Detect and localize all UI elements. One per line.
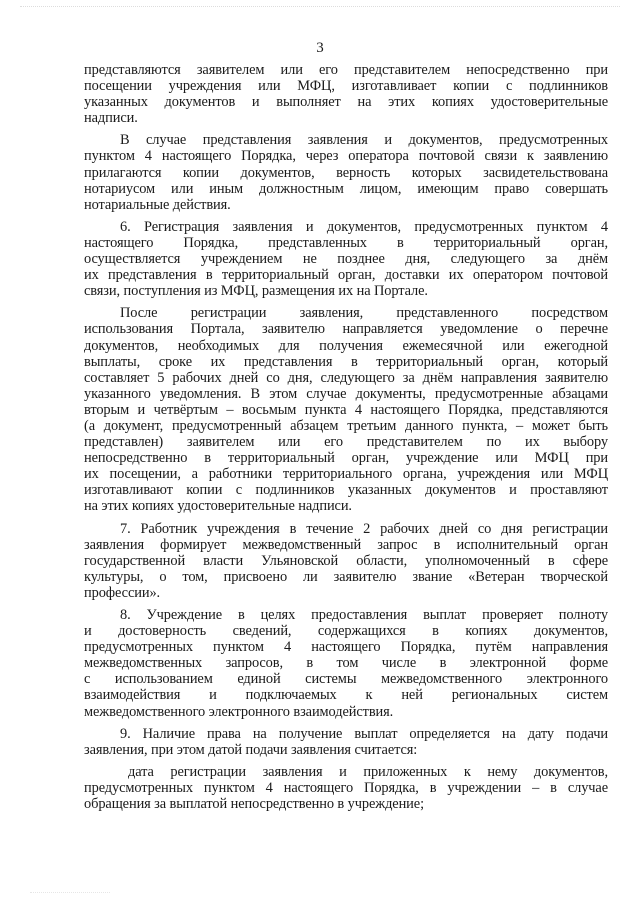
scan-artifact — [20, 6, 620, 11]
text-line: профессии». — [84, 584, 161, 601]
document-body — [84, 62, 608, 812]
text-line: предусмотренных пунктом 4 настоящего Порядка, путём направления — [84, 639, 608, 656]
scan-artifact — [30, 892, 110, 893]
text-line: их посещении, а работники территориального органа, учреждения или МФЦ — [84, 466, 608, 483]
text-line: непосредственно в территориальный орган, учреждение или МФЦ при — [84, 450, 608, 467]
text-line: прилагаются копии документов, верность которых засвидетельствована — [84, 164, 608, 181]
text-line: связи, поступления из МФЦ, размещения их на Портале. — [84, 283, 428, 300]
page-number: 3 — [316, 40, 324, 56]
text-line: посещении учреждения или МФЦ, изготавливает копии с подлинников — [84, 78, 608, 95]
text-line: межведомственных запросов, в том числе в электронной форме — [84, 655, 608, 672]
paragraph-first-line: После регистрации заявления, представленного посредством — [120, 305, 608, 322]
text-line: изготавливают копии с подлинников указанных документов и проставляют — [84, 482, 608, 499]
text-line: нотариусом или иным должностным лицом, имеющим право совершать — [84, 180, 608, 197]
text-line: (а документ, предусмотренный абзацем третьим данного пункта, – может быть — [84, 417, 608, 434]
text-line: использования Портала, заявителю направляется уведомление о перечне — [84, 321, 608, 338]
paragraph-first-line: В случае представления заявления и документов, предусмотренных — [120, 132, 608, 149]
text-line: культуры, о том, присвоено ли заявителю звание «Ветеран творческой — [84, 568, 608, 585]
text-line: указанного уведомления. В этом случае документы, предусмотренные абзацами — [84, 385, 608, 402]
text-line: составляет 5 рабочих дней со дня, следующего за днём направления заявителю — [84, 369, 608, 386]
text-line: их представления в территориальный орган, доставки их оператором почтовой — [84, 267, 608, 284]
text-line: выплаты, сроке их представления в территориальный орган, который — [84, 353, 608, 370]
text-line: представлен) заявителем или его представителем по их выбору — [84, 434, 608, 451]
text-line: на этих копиях удостоверительные надписи. — [84, 498, 352, 515]
text-line: и достоверность сведений, содержащихся в копиях документов, — [84, 623, 608, 640]
text-line: взаимодействия и подключаемых к ней региональных систем — [84, 687, 608, 704]
text-line: вторым и четвёртым – восьмым пункта 4 настоящего Порядка, представляются — [84, 401, 608, 418]
text-line: документов, необходимых для получения ежемесячной или ежегодной — [84, 337, 608, 354]
text-line: надписи. — [84, 110, 138, 127]
text-line: пунктом 4 настоящего Порядка, через оператора почтовой связи к заявлению — [84, 148, 608, 165]
text-line: указанных документов и выполняет на этих копиях удостоверительные — [84, 94, 608, 111]
text-line: осуществляется учреждением не позднее дня, следующего за днём — [84, 251, 608, 268]
text-line: с использованием единой системы межведомственного электронного — [84, 671, 608, 688]
paragraph-first-line: 6. Регистрация заявления и документов, предусмотренных пунктом 4 — [120, 218, 608, 235]
text-line: межведомственного электронного взаимодействия. — [84, 703, 394, 720]
paragraph-first-line: дата регистрации заявления и приложенных к нему документов, — [128, 763, 608, 780]
paragraph-first-line: 7. Работник учреждения в течение 2 рабочих дней со дня регистрации — [120, 520, 608, 537]
paragraph-first-line: 8. Учреждение в целях предоставления выплат проверяет полноту — [120, 607, 608, 623]
paragraph-first-line: 9. Наличие права на получение выплат определяется на дату подачи — [120, 725, 608, 742]
text-line: настоящего Порядка, представленных в территориальный орган, — [84, 234, 608, 251]
text-line: заявления, при этом датой подачи заявления считается: — [84, 741, 418, 758]
text-line: государственной власти Ульяновской области, уполномоченный в сфере — [84, 552, 608, 569]
text-line: обращения за выплатой непосредственно в учреждение; — [84, 796, 424, 813]
text-line: предусмотренных пунктом 4 настоящего Порядка, в учреждении – в случае — [84, 779, 608, 796]
text-line: заявления формирует межведомственный запрос в исполнительный орган — [84, 536, 608, 553]
text-line: представляются заявителем или его представителем непосредственно при — [84, 62, 608, 78]
text-line: нотариальные действия. — [84, 196, 231, 213]
